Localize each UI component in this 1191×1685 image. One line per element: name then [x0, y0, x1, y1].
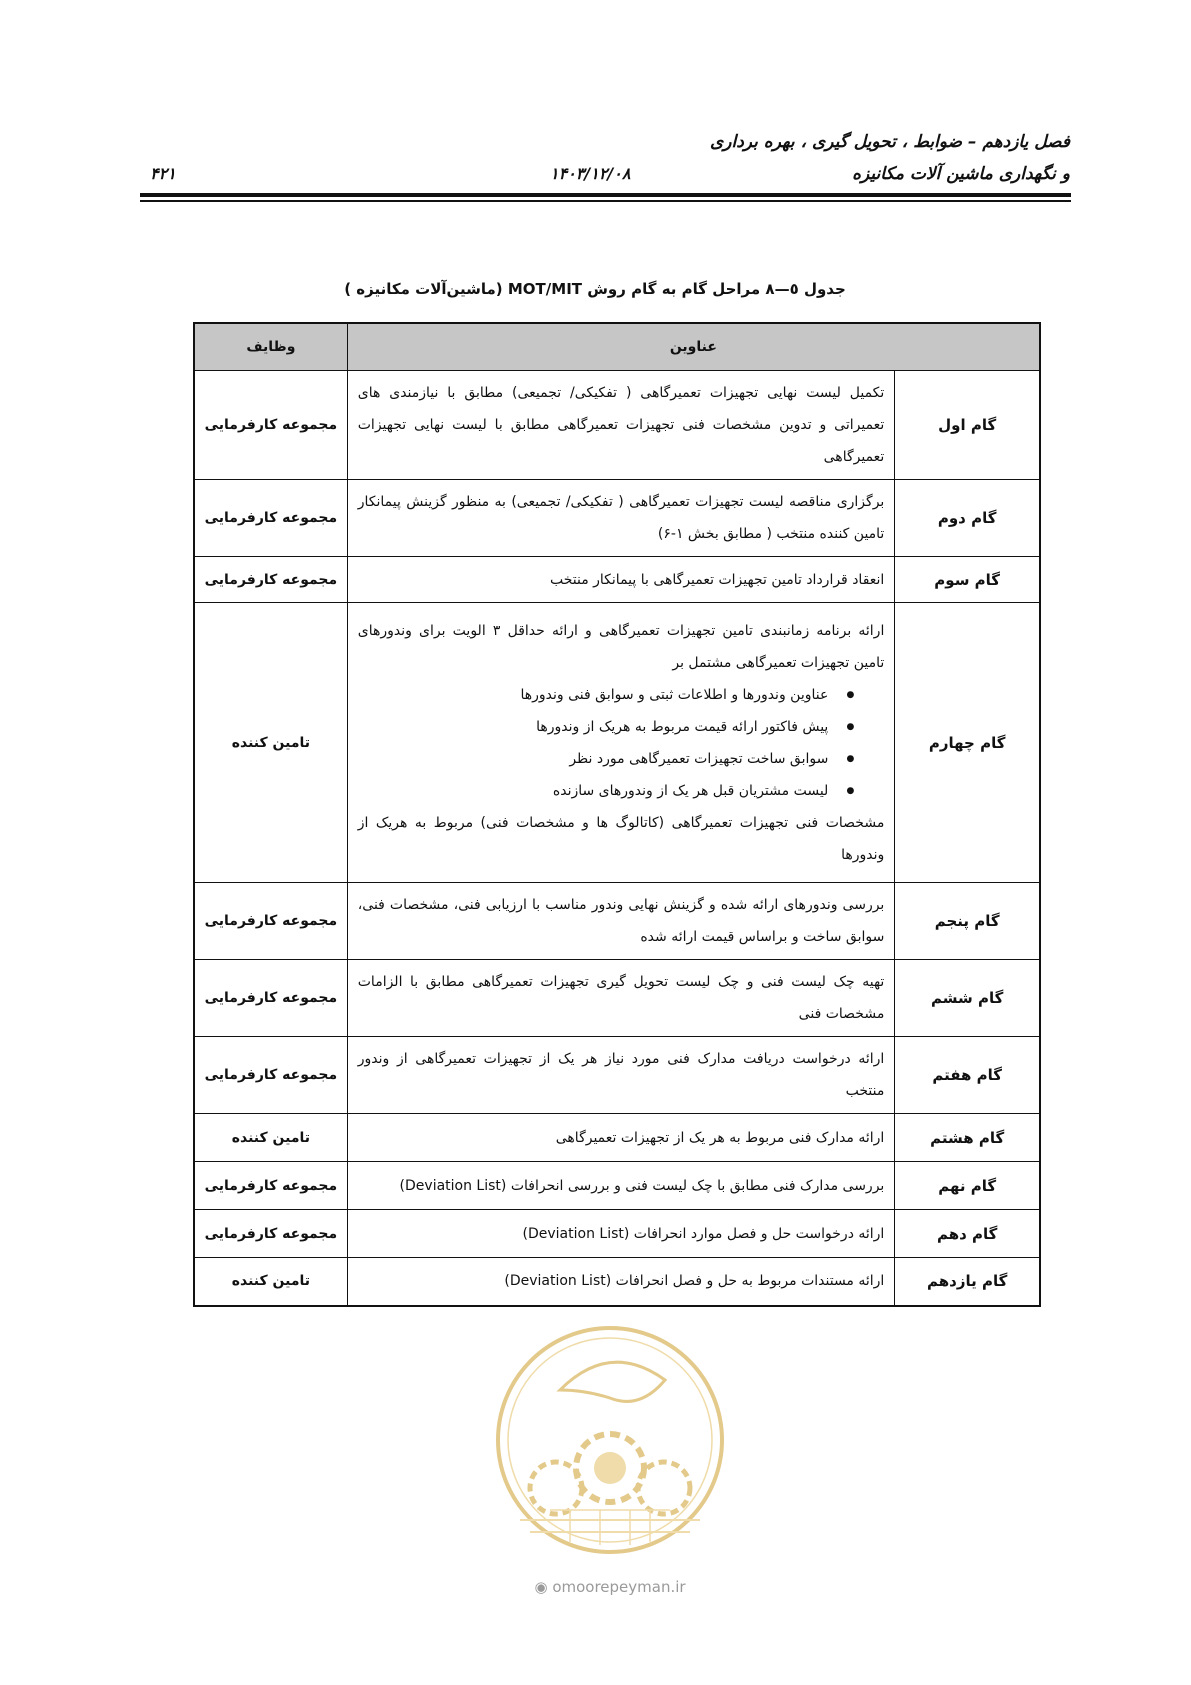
step-duty: مجموعه کارفرمایی [194, 883, 347, 960]
step-description: ارائه درخواست حل و فصل موارد انحرافات (Deviation List) [347, 1210, 895, 1258]
step-name: گام سوم [895, 557, 1040, 603]
step-duty: مجموعه کارفرمایی [194, 1210, 347, 1258]
watermark-website [490, 1578, 730, 1596]
step-name: گام یازدهم [895, 1258, 1040, 1306]
step-duty: مجموعه کارفرمایی [194, 960, 347, 1037]
step-description: بررسی مدارک فنی مطابق با چک لیست فنی و بررسی انحرافات (Deviation List) [347, 1162, 895, 1210]
step-duty: مجموعه کارفرمایی [194, 480, 347, 557]
step-name: گام پنجم [895, 883, 1040, 960]
table-row [194, 1162, 1040, 1210]
table-row [194, 1114, 1040, 1162]
globe-icon: ◉ [534, 1578, 548, 1596]
list-item: ● لیست مشتریان قبل هر یک از وندورهای سازنده [358, 775, 855, 807]
header-duties: وظایف [194, 323, 347, 371]
step-name: گام اول [895, 371, 1040, 480]
table-row [194, 557, 1040, 603]
step-description: ارائه درخواست دریافت مدارک فنی مورد نیاز هر یک از تجهیزات تعمیرگاهی از وندور منتخب [347, 1037, 895, 1114]
step-duty: مجموعه کارفرمایی [194, 371, 347, 480]
step-description-outro: مشخصات فنی تجهیزات تعمیرگاهی (کاتالوگ ها و مشخصات فنی) مربوط به هریک از وندورها [357, 814, 885, 863]
step-duty: مجموعه کارفرمایی [194, 1037, 347, 1114]
table-row [194, 1210, 1040, 1258]
step-description: تکمیل لیست نهایی تجهیزات تعمیرگاهی ( تفکیکی/ تجمیعی) مطابق با نیازمندی های تعمیراتی و تدوین مشخصات فنی تجهیزات تعمیرگاهی مطابق با لیست نهایی تجهیزات تعمیرگاهی [347, 371, 895, 480]
bullet-list [358, 679, 885, 807]
table-row [194, 1037, 1040, 1114]
step-duty: مجموعه کارفرمایی [194, 557, 347, 603]
step-duty: مجموعه کارفرمایی [194, 1162, 347, 1210]
header-rule-thin [140, 200, 1071, 202]
watermark-logo [490, 1320, 730, 1560]
table-row [194, 883, 1040, 960]
step-name: گام هفتم [895, 1037, 1040, 1114]
step-duty: تامین کننده [194, 603, 347, 883]
header-rule-thick [140, 193, 1071, 197]
table-header-row [194, 323, 1040, 371]
table-row [194, 480, 1040, 557]
table-row [194, 371, 1040, 480]
step-name: گام نهم [895, 1162, 1040, 1210]
chapter-title-line1: فصل یازدهم – ضوابط ، تحویل گیری ، بهره برداری [709, 132, 1070, 152]
header-date: ۱۴۰۳/۱۲/۰۸ [550, 164, 631, 183]
list-item: ● پیش فاکتور ارائه قیمت مربوط به هریک از وندورها [358, 711, 855, 743]
step-description: تهیه چک لیست فنی و چک لیست تحویل گیری تجهیزات تعمیرگاهی مطابق با الزامات مشخصات فنی [347, 960, 895, 1037]
table-row [194, 603, 1040, 883]
step-description: ارائه مستندات مربوط به حل و فصل انحرافات (Deviation List) [347, 1258, 895, 1306]
table-row [194, 960, 1040, 1037]
step-description: انعقاد قرارداد تامین تجهیزات تعمیرگاهی با پیمانکار منتخب [347, 557, 895, 603]
page-number: ۴۲۱ [150, 164, 176, 183]
step-description: بررسی وندورهای ارائه شده و گزینش نهایی وندور مناسب با ارزیابی فنی، مشخصات فنی، سوابق ساخت و براساس قیمت ارائه شده [347, 883, 895, 960]
list-item: ● عناوین وندورها و اطلاعات ثبتی و سوابق فنی وندورها [358, 679, 855, 711]
step-description: برگزاری مناقصه لیست تجهیزات تعمیرگاهی ( تفکیکی/ تجمیعی) به منظور گزینش پیمانکار تامین کننده منتخب ( مطابق بخش ۱-۶) [347, 480, 895, 557]
step-duty: تامین کننده [194, 1114, 347, 1162]
step-description [347, 603, 895, 883]
step-description-intro: ارائه برنامه زمانبندی تامین تجهیزات تعمیرگاهی و ارائه حداقل ۳ الویت برای وندورهای تامین تجهیزات تعمیرگاهی مشتمل بر [357, 622, 885, 671]
step-name: گام چهارم [895, 603, 1040, 883]
list-item: ● سوابق ساخت تجهیزات تعمیرگاهی مورد نظر [358, 743, 855, 775]
table-row [194, 1258, 1040, 1306]
steps-table [193, 322, 1041, 1307]
header-titles: عناوین [347, 323, 1040, 371]
step-name: گام ششم [895, 960, 1040, 1037]
website-text: omoorepeyman.ir [552, 1578, 686, 1596]
step-name: گام دهم [895, 1210, 1040, 1258]
step-name: گام دوم [895, 480, 1040, 557]
step-duty: تامین کننده [194, 1258, 347, 1306]
chapter-title-line2: و نگهداری ماشین آلات مکانیزه [852, 164, 1070, 184]
table-caption: جدول ٥—٨ مراحل گام به گام روش MOT/MIT (ماشین‌آلات مکانیزه ) [344, 280, 846, 298]
step-name: گام هشتم [895, 1114, 1040, 1162]
step-description: ارائه مدارک فنی مربوط به هر یک از تجهیزات تعمیرگاهی [347, 1114, 895, 1162]
